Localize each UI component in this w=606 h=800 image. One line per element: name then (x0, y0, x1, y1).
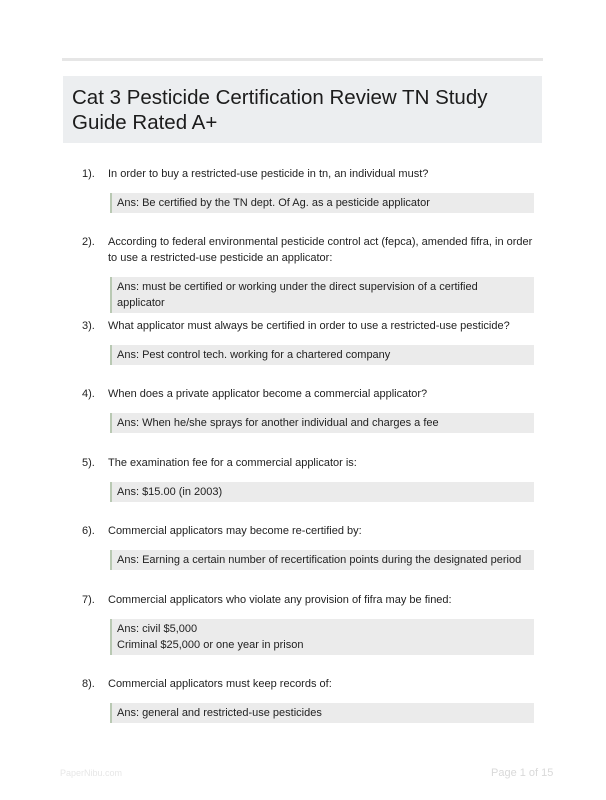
title-banner (63, 76, 542, 143)
question-text: When does a private applicator become a commercial applicator? (108, 388, 428, 400)
question-number: 3). (82, 320, 95, 332)
question-text: Commercial applicators may become re-certified by: (108, 525, 362, 537)
answer-box: Ans: Earning a certain number of recertification points during the designated period (110, 550, 534, 570)
question-text: What applicator must always be certified in order to use a restricted-use pesticide? (108, 320, 510, 332)
question-number: 1). (82, 168, 95, 180)
top-divider (62, 58, 543, 61)
answer-box: Ans: Pest control tech. working for a chartered company (110, 345, 534, 365)
question-text: Commercial applicators must keep records of: (108, 678, 332, 690)
question-number: 2). (82, 236, 95, 248)
question-text: Commercial applicators who violate any provision of fifra may be fined: (108, 594, 452, 606)
question-number: 6). (82, 525, 95, 537)
question-number: 4). (82, 388, 95, 400)
question-text: The examination fee for a commercial applicator is: (108, 457, 357, 469)
answer-box (110, 619, 534, 655)
question-number: 5). (82, 457, 95, 469)
page-title-line1: Cat 3 Pesticide Certification Review TN Study (72, 86, 488, 109)
answer-box: Ans: must be certified or working under the direct supervision of a certified applicator (110, 277, 534, 313)
answer-box: Ans: $15.00 (in 2003) (110, 482, 534, 502)
answer-line: Ans: civil $5,000 (117, 623, 198, 635)
question-number: 8). (82, 678, 95, 690)
page-title (72, 85, 532, 135)
answer-box: Ans: Be certified by the TN dept. Of Ag. as a pesticide applicator (110, 193, 534, 213)
answer-box: Ans: When he/she sprays for another individual and charges a fee (110, 413, 534, 433)
answer-line: Criminal $25,000 or one year in prison (117, 639, 304, 651)
question-text: According to federal environmental pesticide control act (fepca), amended fifra, in order to use a restricted-use pesticide an applicator: (108, 236, 533, 264)
answer-box: Ans: general and restricted-use pesticides (110, 703, 534, 723)
footer-watermark: PaperNibu.com (60, 768, 123, 778)
page-title-line2: Guide Rated A+ (72, 111, 218, 134)
question-number: 7). (82, 594, 95, 606)
question-text: In order to buy a restricted-use pesticide in tn, an individual must? (108, 168, 429, 180)
page-number: Page 1 of 15 (491, 767, 554, 779)
